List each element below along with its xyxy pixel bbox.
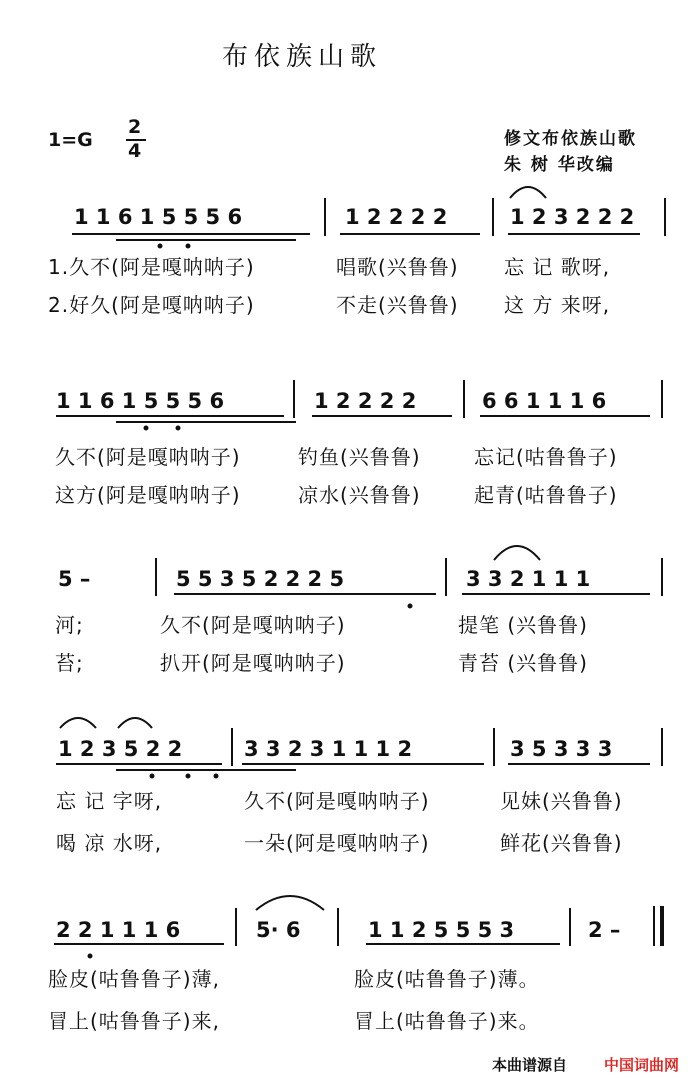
lyric-s3-v1-b: 久不(阿是嘎呐呐子) [160, 613, 346, 637]
octave-dot [176, 426, 181, 431]
notes-s5-m1: 2 2 1 1 1 6 [56, 918, 181, 942]
site-name-link[interactable]: 中国词曲网 [604, 1056, 680, 1074]
notes-s1-m3: 1 2 3 2 2 2 [510, 205, 635, 229]
notes-s1-m1: 1 1 6 1 5 5 5 6 [74, 205, 243, 229]
lyric-s3-v2-b: 扒开(阿是嘎呐呐子) [160, 651, 346, 675]
notes-s4-m1: 1 2 3 5 2 2 [58, 737, 183, 761]
lyric-s2-v1-b: 钓鱼(兴鲁鲁) [298, 445, 421, 469]
lyric-s5-v2-b: 冒上(咕鲁鲁子)来。 [354, 1009, 540, 1033]
notes-s5-m2: 5· 6 [256, 918, 301, 942]
lyric-s1-v1-b: 唱歌(兴鲁鲁) [336, 255, 459, 279]
lyric-s5-v1-b: 脸皮(咕鲁鲁子)薄。 [354, 967, 540, 991]
lyric-s2-v1-a: 久不(阿是嘎呐呐子) [55, 445, 241, 469]
lyric-s1-v1-c: 忘 记 歌呀, [504, 255, 611, 279]
notes-s3-m2: 5 5 3 5 2 2 2 5 [176, 567, 345, 591]
notes-s5-m3: 1 1 2 5 5 5 3 [368, 918, 515, 942]
slur [494, 546, 540, 560]
notes-s3-m3: 3 3 2 1 1 1 [466, 567, 591, 591]
lyric-s1-v2-a: 2.好久(阿是嘎呐呐子) [48, 293, 255, 317]
octave-dot [408, 604, 413, 609]
notes-s2-m1: 1 1 6 1 5 5 5 6 [56, 389, 225, 413]
source-label: 本曲谱源自 [492, 1056, 568, 1074]
lyric-s4-v2-c: 鲜花(兴鲁鲁) [500, 831, 623, 855]
lyric-s1-v1-a: 1.久不(阿是嘎呐呐子) [48, 255, 255, 279]
notes-s3-m1: 5 – [58, 567, 91, 591]
octave-dot [88, 954, 93, 959]
lyric-s2-v2-c: 起青(咕鲁鲁子) [474, 483, 618, 507]
notes-s4-m3: 3 5 3 3 3 [510, 737, 613, 761]
lyric-s1-v2-c: 这 方 来呀, [504, 293, 611, 317]
lyric-s3-v1-c: 提笔 (兴鲁鲁) [458, 613, 588, 637]
notes-s4-m2: 3 3 2 3 1 1 1 2 [244, 737, 413, 761]
octave-dot [144, 426, 149, 431]
lyric-s4-v2-b: 一朵(阿是嘎呐呐子) [244, 831, 430, 855]
lyric-s4-v1-a: 忘 记 字呀, [56, 789, 163, 813]
lyric-s5-v1-a: 脸皮(咕鲁鲁子)薄, [48, 967, 220, 991]
lyric-s2-v2-b: 凉水(兴鲁鲁) [298, 483, 421, 507]
credit-arranger: 朱 树 华改编 [504, 155, 615, 175]
slur [256, 896, 324, 910]
slur [510, 187, 546, 198]
notes-s2-m3: 6 6 1 1 1 6 [482, 389, 607, 413]
lyric-s3-v2-a: 苔; [55, 651, 84, 675]
octave-dot [186, 774, 191, 779]
page-title: 布依族山歌 [222, 42, 383, 72]
lyric-s4-v1-b: 久不(阿是嘎呐呐子) [244, 789, 430, 813]
notes-s1-m2: 1 2 2 2 2 [345, 205, 448, 229]
lyric-s3-v1-a: 河; [55, 613, 84, 637]
slur [60, 718, 96, 728]
key-signature: 1=G [48, 129, 93, 151]
lyric-s1-v2-b: 不走(兴鲁鲁) [336, 293, 459, 317]
slur [118, 718, 152, 728]
lyric-s2-v2-a: 这方(阿是嘎呐呐子) [55, 483, 241, 507]
time-signature-numerator: 2 [128, 116, 142, 138]
lyric-s5-v2-a: 冒上(咕鲁鲁子)来, [48, 1009, 220, 1033]
credit-source: 修文布依族山歌 [504, 129, 637, 149]
octave-dot [150, 774, 155, 779]
lyric-s4-v1-c: 见妹(兴鲁鲁) [500, 789, 623, 813]
lyric-s3-v2-c: 青苔 (兴鲁鲁) [458, 651, 588, 675]
octave-dot [186, 244, 191, 249]
notes-s5-m4: 2 – [588, 918, 621, 942]
notes-s2-m2: 1 2 2 2 2 [314, 389, 417, 413]
time-signature-denominator: 4 [128, 140, 142, 162]
lyric-s4-v2-a: 喝 凉 水呀, [56, 831, 163, 855]
octave-dot [214, 774, 219, 779]
octave-dot [158, 244, 163, 249]
lyric-s2-v1-c: 忘记(咕鲁鲁子) [474, 445, 618, 469]
